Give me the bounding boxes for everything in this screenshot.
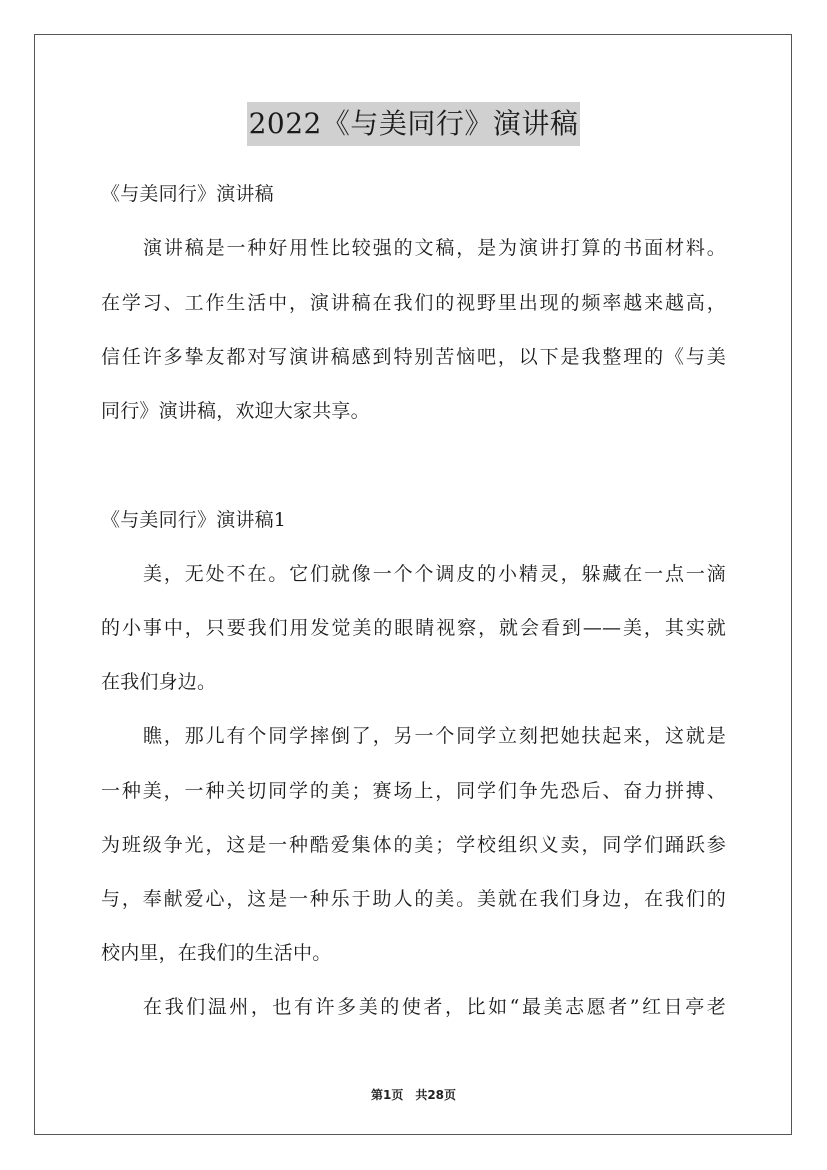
page-number-footer: 第1页 共28页 bbox=[370, 1088, 457, 1102]
paragraph-line: 瞧，那儿有个同学摔倒了，另一个同学立刻把她扶起来，这就是 bbox=[143, 725, 726, 747]
document-title: 2022《与美同行》演讲稿 bbox=[247, 102, 581, 146]
paragraph-line: 为班级争光，这是一种酷爱集体的美；学校组织义卖，同学们踊跃参 bbox=[101, 834, 726, 856]
paragraph-line: 一种美，一种关切同学的美；赛场上，同学们争先恐后、奋力拼搏、 bbox=[101, 780, 726, 802]
document-subtitle: 《与美同行》演讲稿 bbox=[101, 183, 274, 205]
paragraph-line: 的小事中，只要我们用发觉美的眼睛视察，就会看到——美，其实就 bbox=[101, 617, 726, 639]
section-heading: 《与美同行》演讲稿1 bbox=[101, 509, 287, 531]
paragraph-line: 美，无处不在。它们就像一个个调皮的小精灵，躲藏在一点一滴 bbox=[143, 563, 726, 585]
title-container bbox=[0, 102, 827, 146]
paragraph-line: 与，奉献爱心，这是一种乐于助人的美。美就在我们身边，在我们的 bbox=[101, 888, 726, 910]
paragraph-line: 在我们温州，也有许多美的使者，比如“最美志愿者”红日亭老 bbox=[143, 996, 726, 1018]
paragraph-line: 校内里，在我们的生活中。 bbox=[101, 942, 332, 964]
intro-line: 演讲稿是一种好用性比较强的文稿，是为演讲打算的书面材料。 bbox=[143, 237, 726, 259]
intro-line: 在学习、工作生活中，演讲稿在我们的视野里出现的频率越来越高， bbox=[101, 292, 726, 314]
intro-line: 信任许多挚友都对写演讲稿感到特别苦恼吧，以下是我整理的《与美 bbox=[101, 346, 726, 368]
intro-line: 同行》演讲稿，欢迎大家共享。 bbox=[101, 400, 370, 422]
paragraph-line: 在我们身边。 bbox=[101, 671, 217, 693]
